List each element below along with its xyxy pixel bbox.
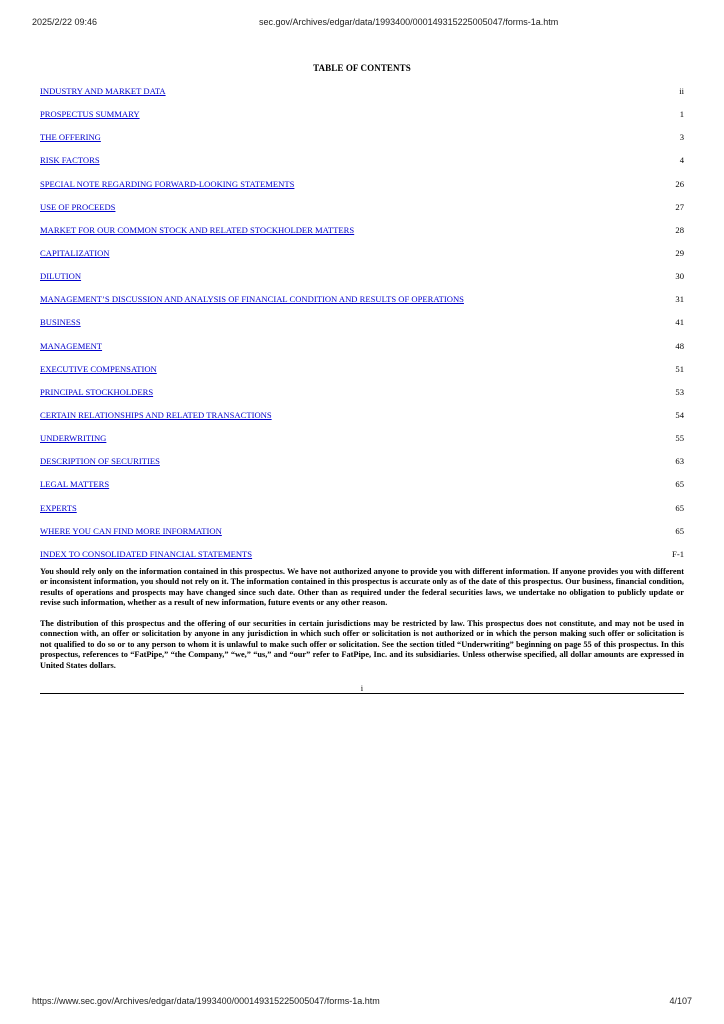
- toc-row: [40, 548, 684, 571]
- toc-link[interactable]: MARKET FOR OUR COMMON STOCK AND RELATED STOCKHOLDER MATTERS: [40, 224, 355, 235]
- toc-page-number: 31: [675, 294, 684, 305]
- toc-link[interactable]: DILUTION: [40, 271, 82, 282]
- toc-row: [40, 270, 684, 293]
- toc-row: [40, 363, 684, 386]
- toc-page-number: 41: [675, 317, 684, 328]
- toc-page-number: 29: [675, 247, 684, 258]
- toc-row: [40, 201, 684, 224]
- toc-row: [40, 293, 684, 316]
- toc-page-number: F-1: [672, 548, 684, 559]
- toc-row: [40, 455, 684, 478]
- toc-page-number: 53: [675, 386, 684, 397]
- toc-row: [40, 131, 684, 154]
- toc-link[interactable]: USE OF PROCEEDS: [40, 201, 116, 212]
- toc-link[interactable]: SPECIAL NOTE REGARDING FORWARD-LOOKING STATEMENTS: [40, 178, 295, 189]
- toc-link[interactable]: INDEX TO CONSOLIDATED FINANCIAL STATEMENTS: [40, 548, 253, 559]
- print-footer: [32, 996, 692, 1008]
- toc-row: [40, 409, 684, 432]
- document-page-number: i: [360, 683, 364, 694]
- print-page-count: 4/107: [669, 996, 692, 1006]
- toc-link[interactable]: EXPERTS: [40, 502, 77, 513]
- toc-link[interactable]: INDUSTRY AND MARKET DATA: [40, 86, 166, 96]
- toc-page-number: 1: [679, 109, 684, 120]
- toc-link[interactable]: MANAGEMENT: [40, 340, 103, 351]
- toc-row: [40, 432, 684, 455]
- toc-row: [40, 525, 684, 548]
- document-body: [40, 62, 684, 694]
- toc-page-number: 48: [675, 340, 684, 351]
- print-url: https://www.sec.gov/Archives/edgar/data/1993400/000149315225005047/forms-1a.htm: [32, 996, 380, 1006]
- toc-row: [40, 247, 684, 270]
- toc-page-number: 51: [675, 363, 684, 374]
- toc-link[interactable]: RISK FACTORS: [40, 155, 100, 166]
- toc-link[interactable]: LEGAL MATTERS: [40, 479, 110, 490]
- toc-link[interactable]: CAPITALIZATION: [40, 247, 110, 258]
- toc-page-number: 65: [675, 479, 684, 490]
- toc-row: [40, 178, 684, 201]
- table-of-contents: [40, 85, 684, 571]
- toc-link[interactable]: WHERE YOU CAN FIND MORE INFORMATION: [40, 525, 222, 536]
- toc-link[interactable]: THE OFFERING: [40, 132, 101, 143]
- toc-page-number: 54: [675, 409, 684, 420]
- toc-link[interactable]: PROSPECTUS SUMMARY: [40, 109, 140, 120]
- reliance-notice-paragraph: You should rely only on the information contained in this prospectus. We have not authorized anyone to provide you with different information. If anyone provides you with different or inconsistent information, you should not rely on it. The information contained in this prospectus is accurate only as of the date of this prospectus. Our business, financial condition, results of operations and prospects may have changed since such date. Other than as required under the federal securities laws, we undertake no obligation to publicly update or revise such information, whether as a result of new information, future events or any other reason.: [40, 566, 684, 608]
- print-header: [32, 17, 692, 29]
- toc-page-number: 26: [675, 178, 684, 189]
- print-timestamp: 2025/2/22 09:46: [32, 17, 98, 27]
- toc-page-number: ii: [679, 86, 684, 96]
- toc-link[interactable]: UNDERWRITING: [40, 433, 107, 444]
- toc-row: [40, 386, 684, 409]
- toc-page-number: 55: [675, 433, 684, 444]
- toc-link[interactable]: PRINCIPAL STOCKHOLDERS: [40, 386, 154, 397]
- print-page-title: sec.gov/Archives/edgar/data/1993400/000149315225005047/forms-1a.htm: [259, 17, 559, 27]
- toc-link[interactable]: EXECUTIVE COMPENSATION: [40, 363, 157, 374]
- toc-link[interactable]: DESCRIPTION OF SECURITIES: [40, 456, 160, 467]
- toc-row: [40, 502, 684, 525]
- toc-row: [40, 340, 684, 363]
- distribution-notice-paragraph: The distribution of this prospectus and the offering of our securities in certain jurisdictions may be restricted by law. This prospectus does not constitute, and may not be used in connection with, an offer or solicitation by anyone in any jurisdiction in which such offer or solicitation is not authorized or in which the person making such offer or solicitation is not qualified to do so or to any person to whom it is unlawful to make such offer or solicitation. See the section titled “Underwriting” beginning on page 55 of this prospectus. In this prospectus, references to “FatPipe,” “the Company,” “we,” “us,” and “our” refer to FatPipe, Inc. and its subsidiaries. Unless otherwise specified, all dollar amounts are expressed in United States dollars.: [40, 618, 684, 670]
- toc-link[interactable]: CERTAIN RELATIONSHIPS AND RELATED TRANSACTIONS: [40, 409, 272, 420]
- toc-link[interactable]: MANAGEMENT’S DISCUSSION AND ANALYSIS OF FINANCIAL CONDITION AND RESULTS OF OPERATIONS: [40, 294, 464, 305]
- toc-link[interactable]: BUSINESS: [40, 317, 81, 328]
- toc-row: [40, 154, 684, 177]
- toc-row: [40, 478, 684, 501]
- toc-page-number: 4: [679, 155, 684, 166]
- toc-page-number: 28: [675, 224, 684, 235]
- toc-title: TABLE OF CONTENTS: [313, 63, 411, 73]
- toc-page-number: 27: [675, 201, 684, 212]
- toc-row: [40, 224, 684, 247]
- toc-page-number: 63: [675, 456, 684, 467]
- toc-page-number: 30: [675, 271, 684, 282]
- toc-row: [40, 316, 684, 339]
- toc-row: [40, 85, 684, 108]
- toc-page-number: 3: [679, 132, 684, 143]
- toc-row: [40, 108, 684, 131]
- toc-page-number: 65: [675, 525, 684, 536]
- toc-page-number: 65: [675, 502, 684, 513]
